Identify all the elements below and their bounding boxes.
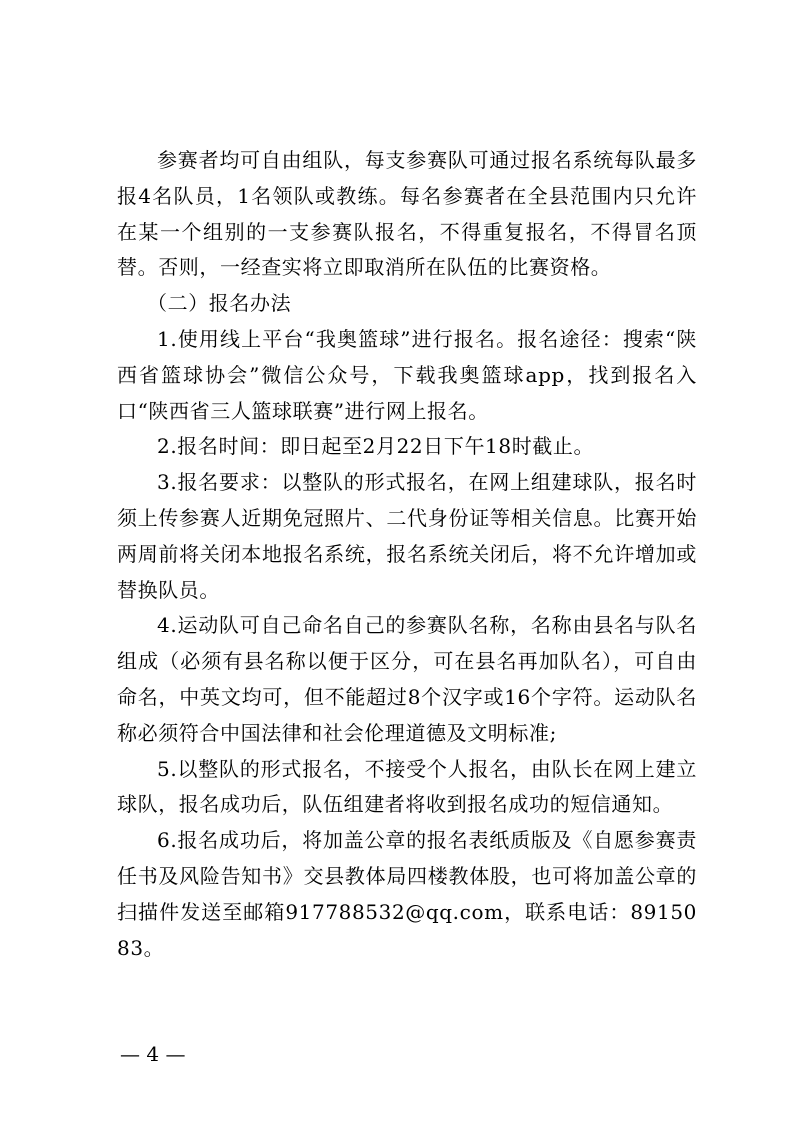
paragraph-team-naming: 4.运动队可自己命名自己的参赛队名称，名称由县名与队名组成（必须有县名称以便于区分，可在县名再加队名），可自由命名，中英文均可，但不能超过8个汉字或16个字符。运动队名称必须符合中国法律和社会伦理道德及文明标准;: [117, 613, 697, 745]
paragraph-team-rules: 参赛者均可自由组队，每支参赛队可通过报名系统每队最多报4名队员，1名领队或教练。每名参赛者在全县范围内只允许在某一个组别的一支参赛队报名，不得重复报名，不得冒名顶替。否则，一经查实将立即取消所在队伍的比赛资格。: [117, 148, 697, 280]
paragraph-online-platform: 1.使用线上平台“我奥篮球”进行报名。报名途径：搜索“陕西省篮球协会”微信公众号，下载我奥篮球app，找到报名入口“陕西省三人篮球联赛”进行网上报名。: [117, 326, 697, 423]
document-body: [117, 143, 697, 966]
paragraph-registration-requirements: 3.报名要求：以整队的形式报名，在网上组建球队，报名时须上传参赛人近期免冠照片、二代身份证等相关信息。比赛开始两周前将关闭本地报名系统，报名系统关闭后，将不允许增加或替换队员。: [117, 470, 697, 602]
paragraph-team-registration: 5.以整队的形式报名，不接受个人报名，由队长在网上建立球队，报名成功后，队伍组建者将收到报名成功的短信通知。: [117, 756, 697, 817]
section-heading-registration-method: （二）报名办法: [147, 291, 292, 316]
paragraph-submission-contact: 6.报名成功后，将加盖公章的报名表纸质版及《自愿参赛责任书及风险告知书》交县教体局四楼教体股，也可将加盖公章的扫描件发送至邮箱917788532@qq.com，联系电话：8915083。: [117, 828, 697, 960]
paragraph-registration-time: 2.报名时间：即日起至2月22日下午18时截止。: [157, 434, 595, 459]
page-number: — 4 —: [120, 1042, 186, 1066]
